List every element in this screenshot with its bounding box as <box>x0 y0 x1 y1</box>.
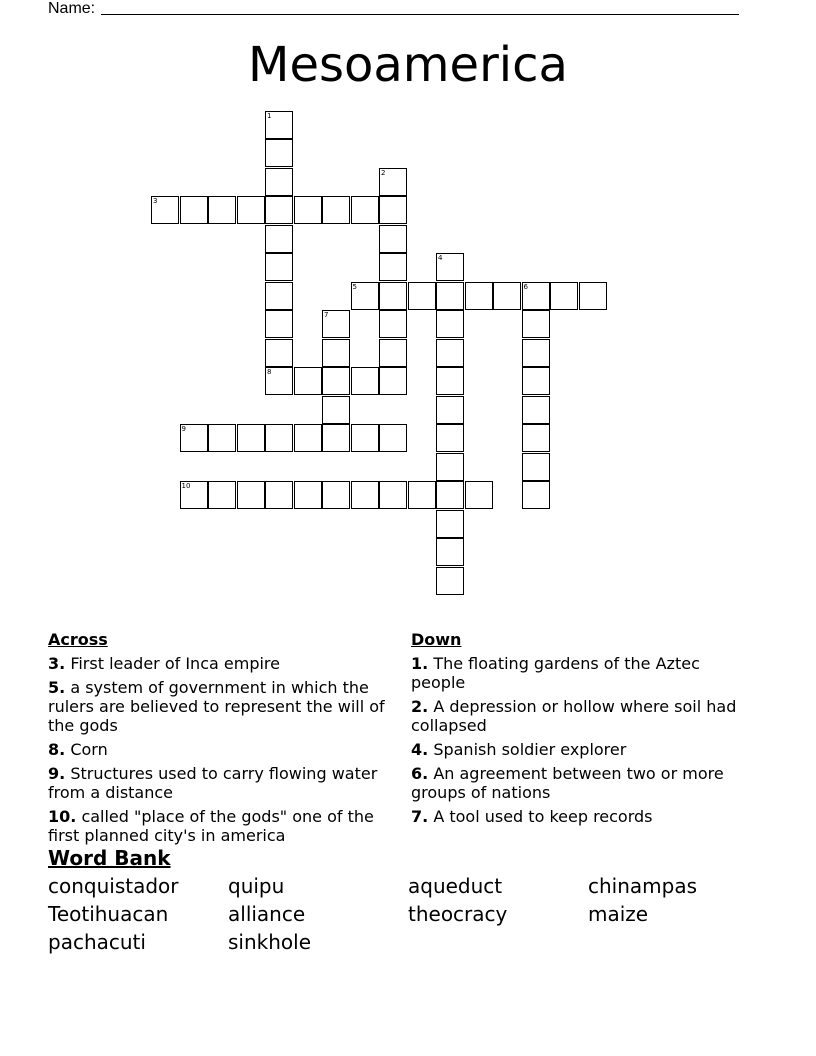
grid-cell[interactable] <box>265 253 293 281</box>
grid-cell[interactable] <box>379 310 407 338</box>
grid-cell[interactable] <box>522 453 550 481</box>
clue-number-label: 8 <box>267 368 272 376</box>
word-bank-item: chinampas <box>588 874 698 898</box>
grid-cell[interactable] <box>522 424 550 452</box>
grid-cell[interactable] <box>265 339 293 367</box>
clue-text: A tool used to keep records <box>433 807 653 826</box>
grid-cell[interactable] <box>351 282 379 310</box>
grid-cell[interactable] <box>208 481 236 509</box>
grid-cell[interactable] <box>294 481 322 509</box>
clue-across-10 <box>48 807 393 845</box>
grid-cell[interactable] <box>265 196 293 224</box>
clue-across-5 <box>48 678 393 735</box>
grid-cell[interactable] <box>408 481 436 509</box>
grid-cell[interactable] <box>265 367 293 395</box>
grid-cell[interactable] <box>322 481 350 509</box>
grid-cell[interactable] <box>379 196 407 224</box>
grid-cell[interactable] <box>351 424 379 452</box>
grid-cell[interactable] <box>151 196 179 224</box>
grid-cell[interactable] <box>436 567 464 595</box>
grid-cell[interactable] <box>180 196 208 224</box>
clue-across-8 <box>48 740 393 759</box>
grid-cell[interactable] <box>322 196 350 224</box>
grid-cell[interactable] <box>208 424 236 452</box>
grid-cell[interactable] <box>436 510 464 538</box>
clue-number-label: 10 <box>181 482 191 490</box>
grid-cell[interactable] <box>265 481 293 509</box>
word-bank <box>48 845 768 955</box>
clue-number: 6. <box>411 764 429 783</box>
clue-number: 4. <box>411 740 429 759</box>
word-bank-item: maize <box>588 902 649 926</box>
clue-number: 5. <box>48 678 66 697</box>
across-heading: Across <box>48 630 108 649</box>
grid-cell[interactable] <box>522 282 550 310</box>
grid-cell[interactable] <box>436 367 464 395</box>
grid-cell[interactable] <box>237 424 265 452</box>
grid-cell[interactable] <box>265 282 293 310</box>
grid-cell[interactable] <box>379 481 407 509</box>
clue-text: Structures used to carry flowing water from a distance <box>48 764 378 802</box>
grid-cell[interactable] <box>237 196 265 224</box>
grid-cell[interactable] <box>436 339 464 367</box>
clue-number: 9. <box>48 764 66 783</box>
clue-number-label: 3 <box>153 197 158 205</box>
clue-text: a system of government in which the rulers are believed to represent the will of the gods <box>48 678 385 735</box>
name-field[interactable] <box>48 0 739 18</box>
grid-cell[interactable] <box>294 367 322 395</box>
clue-number-label: 1 <box>267 111 272 120</box>
grid-cell[interactable] <box>180 424 208 452</box>
clue-text: The floating gardens of the Aztec people <box>411 654 700 692</box>
grid-cell[interactable] <box>265 111 293 139</box>
grid-cell[interactable] <box>351 367 379 395</box>
grid-cell[interactable] <box>180 481 208 509</box>
clue-text: A depression or hollow where soil had collapsed <box>411 697 737 735</box>
grid-cell[interactable] <box>265 139 293 167</box>
grid-cell[interactable] <box>579 282 607 310</box>
clue-number-label: 5 <box>352 282 357 291</box>
clue-number-label: 7 <box>324 311 329 319</box>
grid-cell[interactable] <box>436 481 464 509</box>
grid-cell[interactable] <box>408 282 436 310</box>
clue-number-label: 9 <box>181 425 186 433</box>
grid-cell[interactable] <box>379 168 407 196</box>
down-clues <box>411 630 751 831</box>
grid-cell[interactable] <box>550 282 578 310</box>
grid-cell[interactable] <box>379 253 407 281</box>
grid-cell[interactable] <box>351 481 379 509</box>
clue-down-2 <box>411 697 751 735</box>
word-bank-item: aqueduct <box>408 874 503 898</box>
grid-cell[interactable] <box>493 282 521 310</box>
clue-number: 8. <box>48 740 66 759</box>
grid-cell[interactable] <box>322 396 350 424</box>
grid-cell[interactable] <box>294 424 322 452</box>
clue-text: First leader of Inca empire <box>70 654 280 673</box>
clue-text: Corn <box>70 740 108 759</box>
grid-cell[interactable] <box>522 396 550 424</box>
word-bank-item: pachacuti <box>48 930 146 954</box>
word-bank-item: theocracy <box>408 902 508 926</box>
grid-cell[interactable] <box>322 367 350 395</box>
name-blank-line[interactable] <box>101 0 739 15</box>
grid-cell[interactable] <box>522 310 550 338</box>
grid-cell[interactable] <box>265 310 293 338</box>
grid-cell[interactable] <box>465 481 493 509</box>
grid-cell[interactable] <box>436 396 464 424</box>
clue-text: Spanish soldier explorer <box>433 740 627 759</box>
down-heading: Down <box>411 630 462 649</box>
grid-cell[interactable] <box>265 225 293 253</box>
clue-text: called "place of the gods" one of the first planned city's in america <box>48 807 374 845</box>
grid-cell[interactable] <box>379 424 407 452</box>
clue-down-6 <box>411 764 751 802</box>
grid-cell[interactable] <box>436 538 464 566</box>
grid-cell[interactable] <box>436 310 464 338</box>
grid-cell[interactable] <box>265 424 293 452</box>
clue-across-9 <box>48 764 393 802</box>
clue-number: 10. <box>48 807 77 826</box>
clue-down-7 <box>411 807 751 826</box>
grid-cell[interactable] <box>351 196 379 224</box>
grid-cell[interactable] <box>436 453 464 481</box>
grid-cell[interactable] <box>379 367 407 395</box>
word-bank-item: Teotihuacan <box>48 902 169 926</box>
grid-cell[interactable] <box>436 253 464 281</box>
clue-down-1 <box>411 654 751 692</box>
grid-cell[interactable] <box>322 339 350 367</box>
clue-number-label: 6 <box>523 282 528 291</box>
grid-cell[interactable] <box>322 310 350 338</box>
grid-cell[interactable] <box>379 225 407 253</box>
word-bank-heading: Word Bank <box>48 846 171 870</box>
grid-cell[interactable] <box>322 424 350 452</box>
page-title: Mesoamerica <box>248 37 568 93</box>
clue-across-3 <box>48 654 393 673</box>
clue-number: 1. <box>411 654 429 673</box>
grid-cell[interactable] <box>522 339 550 367</box>
name-label: Name: <box>48 0 96 17</box>
grid-cell[interactable] <box>436 282 464 310</box>
grid-cell[interactable] <box>294 196 322 224</box>
clue-number-label: 4 <box>438 254 443 262</box>
clue-down-4 <box>411 740 751 759</box>
word-bank-item: alliance <box>228 902 306 926</box>
across-clues <box>48 630 393 850</box>
grid-cell[interactable] <box>522 481 550 509</box>
clue-number: 7. <box>411 807 429 826</box>
grid-cell[interactable] <box>436 424 464 452</box>
grid-cell[interactable] <box>208 196 236 224</box>
word-bank-item: conquistador <box>48 874 179 898</box>
clue-number: 3. <box>48 654 66 673</box>
word-bank-item: sinkhole <box>228 930 312 954</box>
grid-cell[interactable] <box>465 282 493 310</box>
grid-cell[interactable] <box>379 282 407 310</box>
clue-number-label: 2 <box>381 168 386 177</box>
grid-cell[interactable] <box>379 339 407 367</box>
grid-cell[interactable] <box>265 168 293 196</box>
word-bank-list <box>48 873 768 955</box>
grid-cell[interactable] <box>237 481 265 509</box>
grid-cell[interactable] <box>522 367 550 395</box>
word-bank-item: quipu <box>228 874 285 898</box>
clue-number: 2. <box>411 697 429 716</box>
clue-text: An agreement between two or more groups of nations <box>411 764 724 802</box>
